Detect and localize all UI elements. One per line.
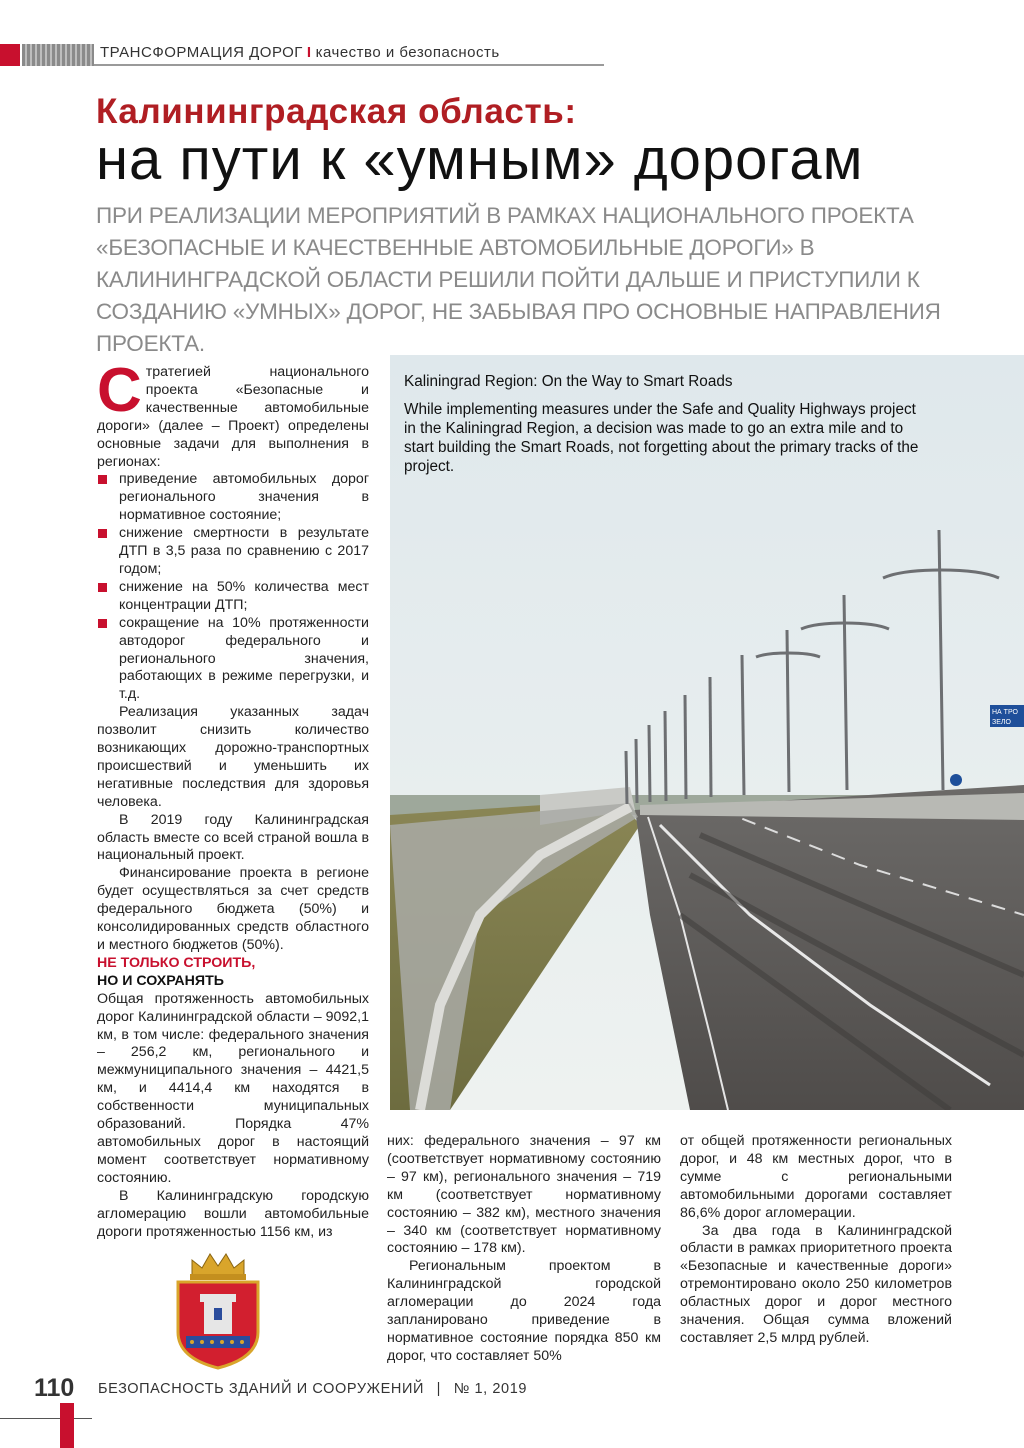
bullet-item: сокращение на 10% протяженности автодорог федерального и регионального значения, работающих в режиме перегрузки, и т.д. <box>97 615 369 705</box>
body-paragraph: Региональным проектом в Калининградской городской агломерации до 2024 года запланировано приведение в нормативное состояние порядка 850 км дорог, что составляет 50% <box>387 1258 661 1364</box>
footer-divider: | <box>436 1381 442 1397</box>
english-summary <box>404 372 924 476</box>
page-number: 110 <box>34 1374 75 1402</box>
section-header <box>100 44 500 61</box>
section-name: ТРАНСФОРМАЦИЯ ДОРОГ <box>100 44 303 61</box>
section-separator: I <box>306 44 312 61</box>
coat-of-arms-icon <box>172 1248 264 1370</box>
body-paragraph: В Калининградскую городскую агломерацию вошли автомобильные дороги протяженностью 1156 км, из <box>97 1187 369 1240</box>
header-underline <box>94 64 604 66</box>
body-paragraph: них: федерального значения – 97 км (соответствует нормативному состоянию – 97 км), регионального значения – 719 км (соответствует нормативному состоянию – 382 км), местного значения – 340 км (соответствует нормативному состоянию – 178 км). <box>387 1133 661 1257</box>
footer-red-marker <box>60 1403 74 1448</box>
body-paragraph: В 2019 году Калининградская область вместе со всей страной вошла в национальный проект. <box>97 811 369 864</box>
bullet-item: приведение автомобильных дорог регионального значения в нормативное состояние; <box>97 471 369 525</box>
body-paragraph: Реализация указанных задач позволит снизить количество возникающих дорожно-транспортных происшествий и уменьшить их негативные последствия для здоровья человека. <box>97 704 369 810</box>
bullet-item: снижение смертности в результате ДТП в 3,5 раза по сравнению с 2017 годом; <box>97 525 369 579</box>
right-column <box>680 1133 952 1348</box>
english-summary-text: While implementing measures under the Safe and Quality Highways project in the Kaliningrad Region, a decision was made to go an extra mile and to start building the Smart Roads, not forgetting about the primary tracks of the project. <box>404 401 919 475</box>
footer-journal <box>98 1381 527 1397</box>
middle-column <box>387 1133 661 1366</box>
english-summary-title: Kaliningrad Region: On the Way to Smart Roads <box>404 373 733 390</box>
road-sign-text: ЗЕЛО <box>992 719 1011 726</box>
header-stripe <box>22 44 94 66</box>
article-title-line2: на пути к «умным» дорогам <box>96 127 864 192</box>
intro-paragraph: тратегией национального проекта «Безопасные и качественные автомобильные дороги» (далее – Проект) определены основные задачи для выполнения в регионах: <box>97 364 369 470</box>
bullet-item: снижение на 50% количества мест концентрации ДТП; <box>97 579 369 615</box>
subsection-name: качество и безопасность <box>315 44 500 61</box>
issue-number: № 1, 2019 <box>453 1381 528 1397</box>
footer-rule <box>0 1418 92 1419</box>
header-red-marker <box>0 44 20 66</box>
road-sign-text: НА ТРО <box>992 709 1018 716</box>
body-paragraph: За два года в Калининградской области в рамках приоритетного проекта «Безопасные и качественные дороги» отремонтировано около 250 километров областных дорог и дорог местного значения. Общая сумма вложений составляет 2,5 млрд рублей. <box>680 1222 952 1346</box>
dropcap: С <box>97 356 142 425</box>
article-lead: ПРИ РЕАЛИЗАЦИИ МЕРОПРИЯТИЙ В РАМКАХ НАЦИОНАЛЬНОГО ПРОЕКТА «БЕЗОПАСНЫЕ И КАЧЕСТВЕННЫЕ АВТОМОБИЛЬНЫЕ ДОРОГИ» В КАЛИНИНГРАДСКОЙ ОБЛАСТИ РЕШИЛИ ПОЙТИ ДАЛЬШЕ И ПРИСТУПИЛИ К СОЗДАНИЮ «УМНЫХ» ДОРОГ, НЕ ЗАБЫВАЯ ПРО ОСНОВНЫЕ НАПРАВЛЕНИЯ ПРОЕКТА. <box>96 203 941 356</box>
body-paragraph: Финансирование проекта в регионе будет осуществляться за счет средств федерального бюджета (50%) и консолидированных средств областного и местного бюджетов (50%). <box>97 865 369 953</box>
body-paragraph: от общей протяженности региональных дорог, и 48 км местных дорог, что в сумме с региональными автомобильными дорогами составляет 86,6% дорог агломерации. <box>680 1133 952 1221</box>
article-title-line1: Калининградская область: <box>96 92 577 131</box>
left-column <box>97 356 369 1241</box>
body-paragraph: Общая протяженность автомобильных дорог Калининградской области – 9092,1 км, в том числе: федерального значения – 256,2 км, регионального и межмуниципального значения – 4421,5 км, и 4414,4 км находятся в собственности муниципальных образований. Порядка 47% автомобильных дорог в настоящий момент соответствует нормативному состоянию. <box>97 990 369 1186</box>
subheading-red: НЕ ТОЛЬКО СТРОИТЬ, <box>97 954 256 971</box>
journal-name: БЕЗОПАСНОСТЬ ЗДАНИЙ И СООРУЖЕНИЙ <box>98 1381 425 1397</box>
subheading-black: НО И СОХРАНЯТЬ <box>97 972 224 989</box>
